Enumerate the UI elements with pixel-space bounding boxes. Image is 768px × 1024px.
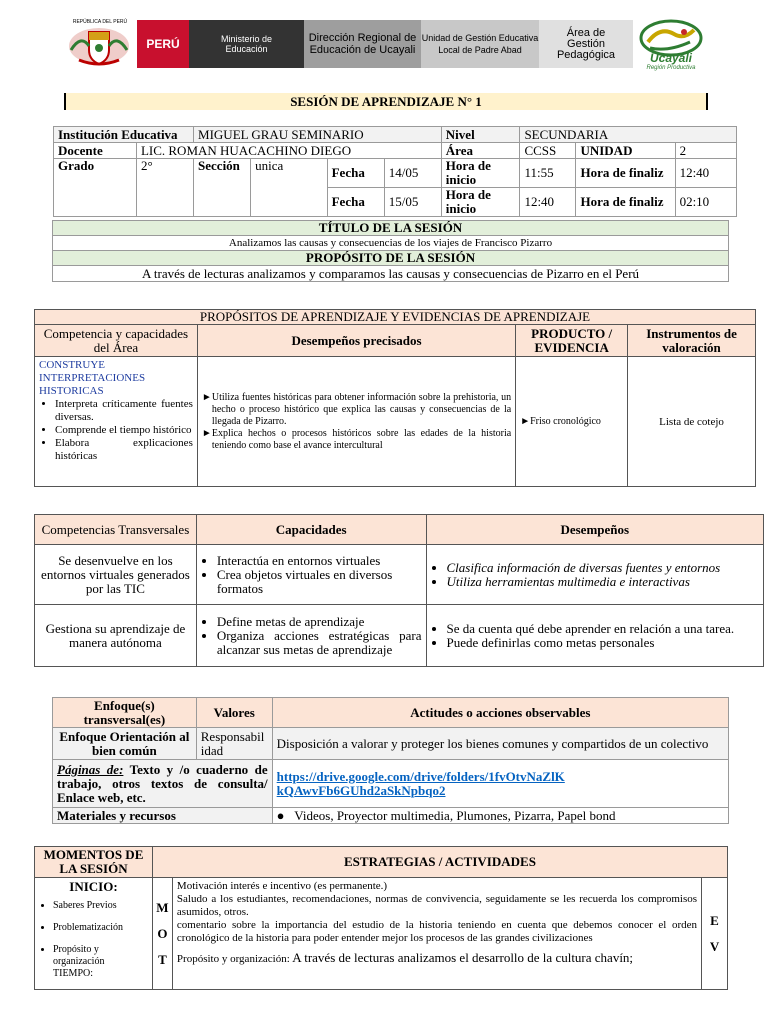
materiales-value: Videos, Proyector multimedia, Plumones, Pizarra, Papel bond <box>294 807 616 823</box>
hinicio-label-2: Hora de inicio <box>441 188 520 217</box>
producto-value: Friso cronológico <box>530 415 601 427</box>
proposito-org-text: A través de lecturas analizamos el desarrollo de la cultura chavín; <box>289 950 634 965</box>
trans-des-item: • Se da cuenta qué debe aprender en relación a una tarea. <box>447 622 759 636</box>
trans-comp-2: Gestiona su aprendizaje de manera autónoma <box>35 605 197 667</box>
shield-caption: REPÚBLICA DEL PERÚ <box>72 19 128 25</box>
enfoque-table <box>52 697 729 824</box>
info-table <box>53 126 737 217</box>
bullet-icon: ● <box>276 807 295 823</box>
arrow-bullet-icon: ► <box>520 415 531 427</box>
dreu-block <box>304 20 421 68</box>
trans-des-item: • Clasifica información de diversas fuentes y entornos <box>447 561 759 575</box>
unidad-label: UNIDAD <box>576 143 675 159</box>
capacidad-item: • Interpreta críticamente fuentes diversas. <box>55 398 193 424</box>
fecha-value-1: 14/05 <box>384 159 441 188</box>
ie-value: MIGUEL GRAU SEMINARIO <box>194 127 442 143</box>
tiempo-label: TIEMPO: <box>53 968 93 979</box>
inicio-label: INICIO: <box>69 879 118 894</box>
titulo-label: TÍTULO DE LA SESIÓN <box>53 221 729 236</box>
estrategias-col: ESTRATEGIAS / ACTIVIDADES <box>152 847 727 878</box>
propositos-header: PROPÓSITOS DE APRENDIZAJE Y EVIDENCIAS DE APRENDIZAJE <box>35 310 756 325</box>
ie-label: Institución Educativa <box>54 127 194 143</box>
capacidad-item: • Comprende el tiempo histórico <box>55 424 193 437</box>
hfinal-value-2: 02:10 <box>675 188 736 217</box>
momentos-col: MOMENTOS DE LA SESIÓN <box>35 847 153 878</box>
unidad-value: 2 <box>675 143 736 159</box>
strategy-paragraph: Saludo a los estudiantes, recomendaciones, normas de convivencia, seguidamente se les recuerda los compromisos asumidos, otros. <box>176 893 698 918</box>
enfoque-col-valores: Valores <box>196 698 272 728</box>
ev-letter: V <box>709 938 720 954</box>
proposito-org-label: Propósito y organización: <box>176 953 290 965</box>
session-title-bar <box>64 93 708 110</box>
momentos-table <box>34 846 728 990</box>
inicio-item: • Propósito y organización <box>53 944 148 968</box>
fecha-label-1: Fecha <box>327 159 384 188</box>
grado-label: Grado <box>54 159 137 217</box>
materiales-label: Materiales y recursos <box>53 808 273 824</box>
mot-letter: M <box>156 899 169 915</box>
paginas-label: Páginas de: <box>57 761 124 777</box>
resources-link[interactable]: https://drive.google.com/drive/folders/1fvOtvNaZlKkQAwvFb6GUhd2aSkNpbqo2 <box>276 768 565 798</box>
ucayali-logo <box>636 18 706 72</box>
fecha-value-2: 15/05 <box>384 188 441 217</box>
fecha-label-2: Fecha <box>327 188 384 217</box>
trans-cap-item: • Crea objetos virtuales en diversos formatos <box>217 568 422 596</box>
capacidad-item: • Elabora explicaciones históricas <box>55 437 193 463</box>
nivel-value: SECUNDARIA <box>520 127 737 143</box>
area-value: CCSS <box>520 143 576 159</box>
trans-des-item: • Utiliza herramientas multimedia e interactivas <box>447 575 759 589</box>
session-title: SESIÓN DE APRENDIZAJE N° 1 <box>290 94 482 109</box>
prop-col-instrumentos: Instrumentos de valoración <box>628 325 756 357</box>
titulo-text: Analizamos las causas y consecuencias de los viajes de Francisco Pizarro <box>53 236 729 251</box>
desempeno-item: Utiliza fuentes históricas para obtener información sobre la prehistoria, un hecho o proceso histórico que explica las causas y consecuencias de la llegada de Pizarro. <box>211 391 512 427</box>
prop-col-competencia: Competencia y capacidades del Área <box>35 325 198 357</box>
mot-letter: O <box>157 925 168 941</box>
enfoque-actitud: Disposición a valorar y proteger los bienes comunes y compartidos de un colectivo <box>272 728 728 760</box>
agp-block <box>539 20 633 68</box>
desempeno-item: Explica hechos o procesos históricos sobre las edades de la historia teniendo como base el avance intercultural <box>211 427 512 451</box>
nivel-label: Nivel <box>441 127 520 143</box>
proposito-text: A través de lecturas analizamos y comparamos las causas y consecuencias de Pizarro en el Perú <box>53 266 729 282</box>
peru-shield-logo <box>61 20 137 68</box>
ugel-label: Unidad de Gestión Educativa Local de Padre Abad <box>421 33 539 55</box>
trans-col-competencias: Competencias Transversales <box>35 515 197 545</box>
hinicio-value-2: 12:40 <box>520 188 576 217</box>
prop-col-producto: PRODUCTO / EVIDENCIA <box>516 325 628 357</box>
enfoque-valor: Responsabilidad <box>196 728 272 760</box>
arrow-bullet-icon: ► <box>201 391 212 403</box>
seccion-label: Sección <box>194 159 251 217</box>
ev-letter: E <box>710 912 719 928</box>
hinicio-label-1: Hora de inicio <box>441 159 520 188</box>
trans-comp-1: Se desenvuelve en los entornos virtuales generados por las TIC <box>35 545 197 605</box>
dreu-label: Dirección Regional de Educación de Ucayali <box>308 32 417 56</box>
trans-cap-item: • Interactúa en entornos virtuales <box>217 554 422 568</box>
coat-of-arms-icon <box>61 20 137 68</box>
peru-label: PERÚ <box>146 37 180 51</box>
capacidades-list <box>39 398 193 463</box>
ucayali-logo-subtext: Región Productiva <box>646 65 696 71</box>
trans-cap-item: • Define metas de aprendizaje <box>217 615 422 629</box>
inicio-item: • Saberes Previos <box>53 900 148 912</box>
paginas-text: Texto y /o cuaderno de trabajo, otros textos de consulta/ Enlace web, etc. <box>57 761 268 805</box>
peru-block <box>137 20 189 68</box>
trans-col-capacidades: Capacidades <box>196 515 426 545</box>
hfinal-value-1: 12:40 <box>675 159 736 188</box>
docente-label: Docente <box>54 143 137 159</box>
minedu-block <box>189 20 304 68</box>
ugel-block <box>421 20 539 68</box>
grado-value: 2° <box>136 159 193 217</box>
titulo-table <box>52 220 729 282</box>
propositos-table <box>34 309 756 487</box>
inicio-item: • Problematización <box>53 922 148 934</box>
minedu-label: Ministerio de Educación <box>220 34 273 54</box>
strategy-paragraph: Motivación interés e incentivo (es permanente.) <box>176 880 388 892</box>
trans-des-item: • Puede definirlas como metas personales <box>447 636 759 650</box>
area-label: Área <box>441 143 520 159</box>
hinicio-value-1: 11:55 <box>520 159 576 188</box>
arrow-bullet-icon: ► <box>201 427 212 439</box>
competencia-name: CONSTRUYE INTERPRETACIONES HISTORICAS <box>39 359 146 397</box>
enfoque-col-actitudes: Actitudes o acciones observables <box>272 698 728 728</box>
docente-value: LIC. ROMAN HUACACHINO DIEGO <box>136 143 441 159</box>
strategy-paragraph: comentario sobre la importancia del estudio de la historia teniendo en cuenta que debemos conocer el orden cronológico de la historia para poder entender mejor los procesos de las grandes civilizaciones <box>176 919 698 944</box>
prop-col-desempenos: Desempeños precisados <box>197 325 515 357</box>
enfoque-name: Enfoque Orientación al bien común <box>53 728 197 760</box>
enfoque-col-enfoque: Enfoque(s) transversal(es) <box>53 698 197 728</box>
trans-cap-item: • Organiza acciones estratégicas para alcanzar sus metas de aprendizaje <box>217 629 422 657</box>
hfinal-label-1: Hora de finaliz <box>576 159 675 188</box>
header-banner <box>61 20 633 68</box>
transversales-table <box>34 514 764 667</box>
seccion-value: unica <box>251 159 327 217</box>
ucayali-logo-text: Ucayali <box>649 51 693 65</box>
trans-col-desempenos: Desempeños <box>426 515 763 545</box>
instrumento-value: Lista de cotejo <box>628 357 756 487</box>
agp-label: Área de Gestión Pedagógica <box>556 26 616 61</box>
mot-letter: T <box>158 951 167 967</box>
proposito-label: PROPÓSITO DE LA SESIÓN <box>53 251 729 266</box>
hfinal-label-2: Hora de finaliz <box>576 188 675 217</box>
